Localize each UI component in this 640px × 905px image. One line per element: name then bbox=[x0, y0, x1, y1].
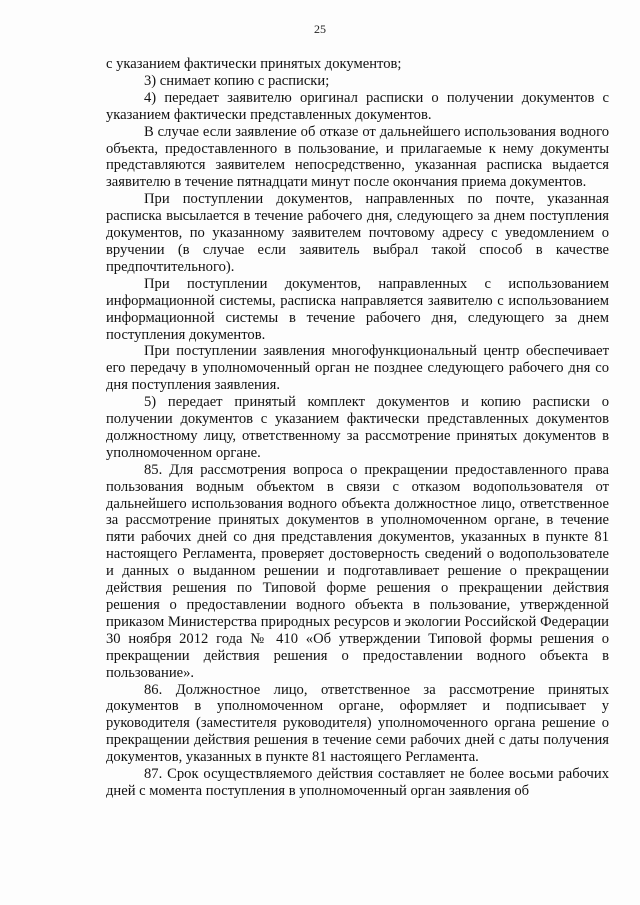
paragraph-direct-submission: В случае если заявление об отказе от дальнейшего использования водного объекта, предоставленного в пользование, и прилагаемые к нему документы представляются заявителем непосредственно, указанная расписка выдается заявителю в течение пятнадцати минут после окончания приема документов. bbox=[106, 123, 609, 191]
paragraph-clause-86: 86. Должностное лицо, ответственное за рассмотрение принятых документов в уполномоченном органе, оформляет и подписывает у руководителя (заместителя руководителя) уполномоченного органа решение о прекращении действия решения в течение семи рабочих дней с даты получения документов, указанных в пункте 81 настоящего Регламента. bbox=[106, 681, 609, 766]
paragraph-item-5: 5) передает принятый комплект документов и копию расписки о получении документов с указанием фактически представленных документов должностному лицу, ответственному за рассмотрение принятых документов в уполномоченном органе. bbox=[106, 394, 609, 461]
paragraph-item-4: 4) передает заявителю оригинал расписки о получении документов с указанием фактически представленных документов. bbox=[106, 89, 609, 123]
paragraph-clause-87: 87. Срок осуществляемого действия составляет не более восьми рабочих дней с момента поступления в уполномоченный орган заявления об bbox=[106, 766, 609, 799]
paragraph-info-system-submission: При поступлении документов, направленных с использованием информационной системы, расписка направляется заявителю с использованием информационной системы в течение рабочего дня, следующего за днем поступления документов. bbox=[106, 275, 609, 343]
document-body bbox=[106, 56, 609, 800]
paragraph-mfc-submission: При поступлении заявления многофункциональный центр обеспечивает его передачу в уполномоченный орган не позднее следующего рабочего дня со дня поступления заявления. bbox=[106, 343, 609, 394]
paragraph-continuation: с указанием фактически принятых документов; bbox=[106, 56, 402, 72]
paragraph-clause-85: 85. Для рассмотрения вопроса о прекращении предоставленного права пользования водным объектом в связи с отказом водопользователя от дальнейшего использования водного объекта должностное лицо, ответственное за рассмотрение принятых документов в уполномоченном органе, в течение пяти рабочих дней со дня представления документов, указанных в пункте 81 настоящего Регламента, проверяет достоверность сведений о водопользователе и данных о выданном решении и подготавливает решение о прекращении действия решения по Типовой форме решения о прекращении действия решения о предоставлении водного объекта в пользование, утвержденной приказом Министерства природных ресурсов и экологии Российской Федерации 30 ноября 2012 года № 410 «Об утверждении Типовой формы решения о прекращении действия решения о предоставлении водного объекта в пользование». bbox=[106, 461, 609, 681]
paragraph-item-3: 3) снимает копию с расписки; bbox=[144, 72, 330, 89]
page-number: 25 bbox=[314, 22, 326, 36]
paragraph-postal-submission: При поступлении документов, направленных по почте, указанная расписка высылается в течение рабочего дня, следующего за днем поступления документов, по указанному заявителем почтовому адресу с уведомлением о вручении (в случае если заявитель выбрал такой способ в качестве предпочтительного). bbox=[106, 191, 609, 275]
